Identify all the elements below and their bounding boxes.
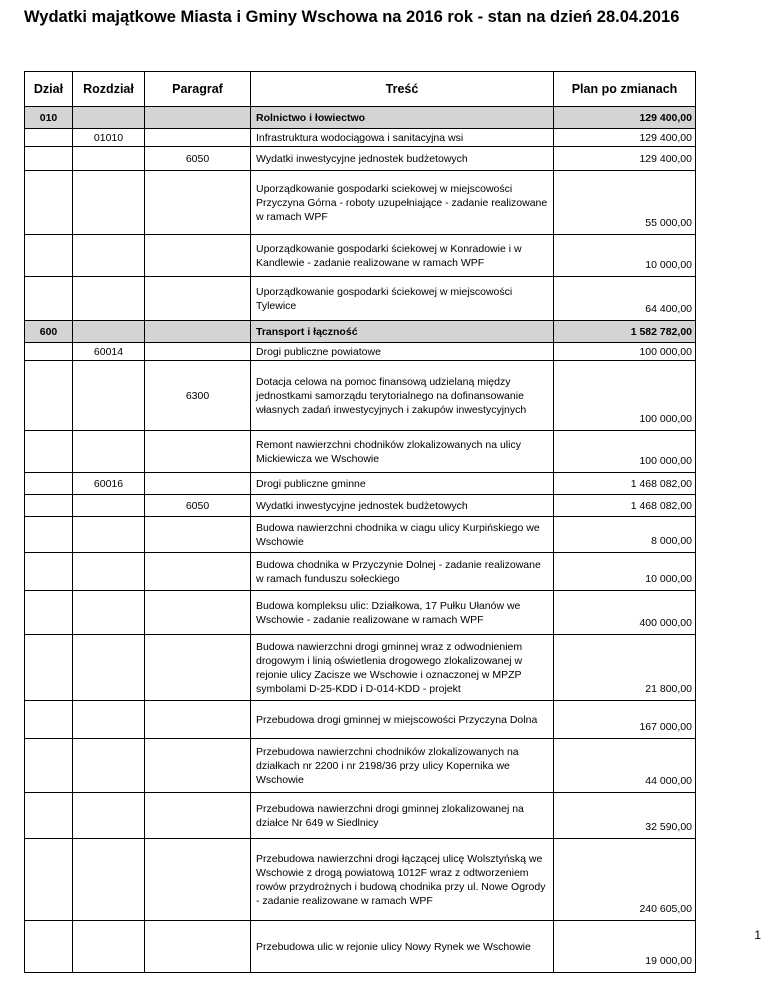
cell-tresc: Rolnictwo i łowiectwo xyxy=(251,107,554,129)
cell-dzial xyxy=(25,431,73,473)
cell-plan: 129 400,00 xyxy=(554,129,696,147)
cell-rozdzial xyxy=(73,147,145,171)
cell-dzial xyxy=(25,495,73,517)
cell-rozdzial xyxy=(73,495,145,517)
cell-plan: 1 582 782,00 xyxy=(554,321,696,343)
cell-dzial xyxy=(25,553,73,591)
cell-plan: 55 000,00 xyxy=(554,171,696,235)
cell-rozdzial xyxy=(73,431,145,473)
cell-dzial xyxy=(25,361,73,431)
cell-plan: 44 000,00 xyxy=(554,739,696,793)
cell-paragraf: 6050 xyxy=(145,495,251,517)
cell-rozdzial xyxy=(73,793,145,839)
cell-paragraf xyxy=(145,129,251,147)
cell-paragraf: 6300 xyxy=(145,361,251,431)
cell-paragraf xyxy=(145,277,251,321)
table-row xyxy=(25,107,696,129)
cell-tresc: Przebudowa nawierzchni drogi łączącej ulicę Wolsztyńską we Wschowie z drogą powiatową 1012F wraz z odtworzeniem rowów przydrożnych i budową chodnika przy ul. Nowe Ogrody - zadanie realizowane w ramach WPF xyxy=(251,839,554,921)
cell-paragraf xyxy=(145,107,251,129)
cell-paragraf xyxy=(145,473,251,495)
cell-rozdzial xyxy=(73,361,145,431)
cell-rozdzial xyxy=(73,739,145,793)
cell-dzial: 600 xyxy=(25,321,73,343)
cell-dzial xyxy=(25,171,73,235)
cell-dzial: 010 xyxy=(25,107,73,129)
cell-tresc: Transport i łączność xyxy=(251,321,554,343)
table-row xyxy=(25,361,696,431)
cell-rozdzial xyxy=(73,235,145,277)
table-row xyxy=(25,495,696,517)
table-row xyxy=(25,701,696,739)
cell-rozdzial xyxy=(73,321,145,343)
cell-plan: 100 000,00 xyxy=(554,431,696,473)
cell-plan: 240 605,00 xyxy=(554,839,696,921)
cell-plan: 10 000,00 xyxy=(554,553,696,591)
cell-paragraf xyxy=(145,591,251,635)
cell-plan: 100 000,00 xyxy=(554,361,696,431)
table-row xyxy=(25,277,696,321)
cell-dzial xyxy=(25,277,73,321)
cell-rozdzial xyxy=(73,277,145,321)
cell-plan: 64 400,00 xyxy=(554,277,696,321)
table-row xyxy=(25,793,696,839)
cell-rozdzial: 60014 xyxy=(73,343,145,361)
table-row xyxy=(25,129,696,147)
expenditure-table xyxy=(24,71,696,973)
cell-paragraf xyxy=(145,701,251,739)
table-row xyxy=(25,171,696,235)
cell-rozdzial: 01010 xyxy=(73,129,145,147)
table-row xyxy=(25,635,696,701)
cell-tresc: Dotacja celowa na pomoc finansową udzielaną między jednostkami samorządu terytorialnego na dofinansowanie własnych zadań inwestycyjnych i zakupów inwestycyjnych xyxy=(251,361,554,431)
cell-paragraf xyxy=(145,839,251,921)
page-number: 1 xyxy=(754,928,761,942)
cell-plan: 129 400,00 xyxy=(554,107,696,129)
cell-paragraf xyxy=(145,739,251,793)
header-dzial: Dział xyxy=(25,72,73,107)
cell-rozdzial xyxy=(73,839,145,921)
cell-tresc: Budowa nawierzchni chodnika w ciagu ulicy Kurpińskiego we Wschowie xyxy=(251,517,554,553)
cell-tresc: Przebudowa drogi gminnej w miejscowości Przyczyna Dolna xyxy=(251,701,554,739)
table-row xyxy=(25,473,696,495)
header-plan: Plan po zmianach xyxy=(554,72,696,107)
cell-plan: 100 000,00 xyxy=(554,343,696,361)
cell-dzial xyxy=(25,147,73,171)
table-row xyxy=(25,591,696,635)
table-row xyxy=(25,553,696,591)
cell-dzial xyxy=(25,839,73,921)
cell-rozdzial xyxy=(73,701,145,739)
table-body xyxy=(25,107,696,973)
cell-plan: 8 000,00 xyxy=(554,517,696,553)
table-row xyxy=(25,321,696,343)
cell-paragraf xyxy=(145,793,251,839)
header-paragraf: Paragraf xyxy=(145,72,251,107)
cell-tresc: Uporządkowanie gospodarki sciekowej w miejscowości Przyczyna Górna - roboty uzupełniające - zadanie realizowane w ramach WPF xyxy=(251,171,554,235)
cell-rozdzial xyxy=(73,553,145,591)
cell-plan: 1 468 082,00 xyxy=(554,473,696,495)
table-row xyxy=(25,517,696,553)
header-tresc: Treść xyxy=(251,72,554,107)
cell-paragraf xyxy=(145,921,251,973)
cell-plan: 19 000,00 xyxy=(554,921,696,973)
table-row xyxy=(25,343,696,361)
cell-paragraf xyxy=(145,517,251,553)
cell-plan: 129 400,00 xyxy=(554,147,696,171)
cell-plan: 167 000,00 xyxy=(554,701,696,739)
cell-tresc: Wydatki inwestycyjne jednostek budżetowych xyxy=(251,495,554,517)
cell-tresc: Uporządkowanie gospodarki ściekowej w Konradowie i w Kandlewie - zadanie realizowane w ramach WPF xyxy=(251,235,554,277)
cell-plan: 32 590,00 xyxy=(554,793,696,839)
table-row xyxy=(25,739,696,793)
cell-tresc: Przebudowa nawierzchni chodników zlokalizowanych na działkach nr 2200 i nr 2198/36 przy ulicy Kopernika we Wschowie xyxy=(251,739,554,793)
cell-dzial xyxy=(25,129,73,147)
cell-paragraf xyxy=(145,235,251,277)
cell-dzial xyxy=(25,517,73,553)
cell-plan: 21 800,00 xyxy=(554,635,696,701)
cell-tresc: Budowa nawierzchni drogi gminnej wraz z odwodnieniem drogowym i linią oświetlenia drogowego zlokalizowanej w rejonie ulicy Zacisze we Wschowie i oznaczonej w MPZP symbolami D-25-KDD i D-014-KDD - projekt xyxy=(251,635,554,701)
header-rozdzial: Rozdział xyxy=(73,72,145,107)
page-title: Wydatki majątkowe Miasta i Gminy Wschowa na 2016 rok - stan na dzień 28.04.2016 xyxy=(24,8,680,26)
cell-rozdzial: 60016 xyxy=(73,473,145,495)
cell-tresc: Wydatki inwestycyjne jednostek budżetowych xyxy=(251,147,554,171)
cell-dzial xyxy=(25,235,73,277)
table-row xyxy=(25,431,696,473)
cell-rozdzial xyxy=(73,921,145,973)
cell-paragraf xyxy=(145,635,251,701)
cell-dzial xyxy=(25,739,73,793)
cell-dzial xyxy=(25,473,73,495)
cell-tresc: Infrastruktura wodociągowa i sanitacyjna wsi xyxy=(251,129,554,147)
cell-paragraf xyxy=(145,321,251,343)
cell-rozdzial xyxy=(73,635,145,701)
cell-paragraf xyxy=(145,171,251,235)
cell-dzial xyxy=(25,635,73,701)
cell-plan: 1 468 082,00 xyxy=(554,495,696,517)
cell-tresc: Budowa chodnika w Przyczynie Dolnej - zadanie realizowane w ramach funduszu sołeckiego xyxy=(251,553,554,591)
cell-rozdzial xyxy=(73,107,145,129)
cell-paragraf xyxy=(145,553,251,591)
cell-plan: 400 000,00 xyxy=(554,591,696,635)
cell-paragraf xyxy=(145,431,251,473)
cell-plan: 10 000,00 xyxy=(554,235,696,277)
cell-paragraf: 6050 xyxy=(145,147,251,171)
table-header-row xyxy=(25,72,696,107)
cell-tresc: Drogi publiczne powiatowe xyxy=(251,343,554,361)
cell-dzial xyxy=(25,343,73,361)
table-row xyxy=(25,147,696,171)
cell-paragraf xyxy=(145,343,251,361)
cell-dzial xyxy=(25,591,73,635)
cell-dzial xyxy=(25,701,73,739)
cell-rozdzial xyxy=(73,591,145,635)
cell-tresc: Budowa kompleksu ulic: Działkowa, 17 Pułku Ułanów we Wschowie - zadanie realizowane w ramach WPF xyxy=(251,591,554,635)
cell-tresc: Przebudowa ulic w rejonie ulicy Nowy Rynek we Wschowie xyxy=(251,921,554,973)
table-row xyxy=(25,235,696,277)
cell-dzial xyxy=(25,793,73,839)
cell-tresc: Drogi publiczne gminne xyxy=(251,473,554,495)
table-row xyxy=(25,921,696,973)
cell-tresc: Przebudowa nawierzchni drogi gminnej zlokalizowanej na działce Nr 649 w Siedlnicy xyxy=(251,793,554,839)
cell-tresc: Remont nawierzchni chodników zlokalizowanych na ulicy Mickiewicza we Wschowie xyxy=(251,431,554,473)
cell-rozdzial xyxy=(73,517,145,553)
cell-rozdzial xyxy=(73,171,145,235)
cell-tresc: Uporządkowanie gospodarki ściekowej w miejscowości Tylewice xyxy=(251,277,554,321)
cell-dzial xyxy=(25,921,73,973)
table-row xyxy=(25,839,696,921)
